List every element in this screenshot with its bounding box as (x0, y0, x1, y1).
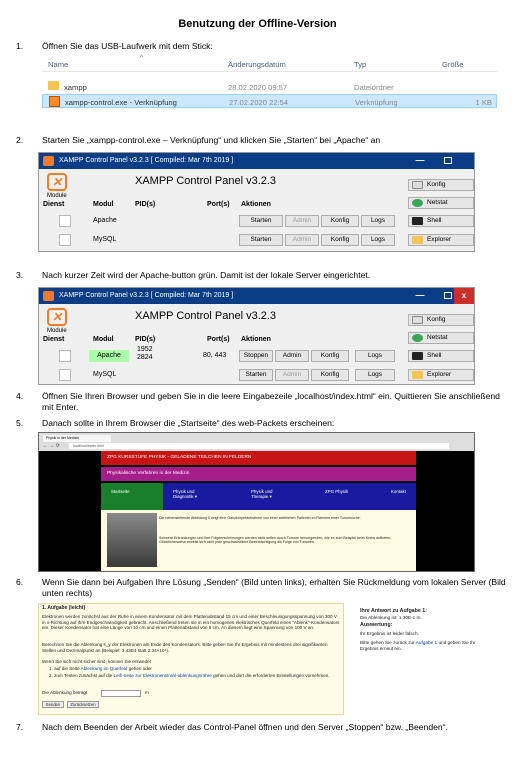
site-banner: ZPG KURSSTUFE PHYSIK - GELADENE TEILCHEN IN FELDERN (101, 451, 416, 465)
explorer-header (42, 56, 497, 72)
content-paragraph: Die nebenstehende Abbildung 0 zeigt eine Ganzkörperaufnahme von einer weiblichen Patientin im Rahmen einer Tumorsuche. (159, 516, 361, 520)
button-label: Netstat (427, 334, 448, 341)
explorer-button[interactable] (408, 234, 474, 246)
col-service: Dienst (43, 336, 65, 343)
site-content (101, 510, 416, 571)
page-title: Benutzung der Offline-Version (178, 18, 337, 30)
button-label: Konfig (427, 181, 446, 188)
link-ablenkung[interactable]: Ablenkung im Querfeld (80, 666, 128, 671)
modules-label: Module (47, 328, 67, 334)
globe-icon (412, 199, 423, 207)
panel-heading: XAMPP Control Panel v3.2.3 (135, 175, 277, 187)
menu-active-bg (101, 483, 163, 510)
logs-button[interactable]: Logs (361, 234, 395, 246)
module-name: MySQL (93, 371, 117, 378)
task-form (38, 603, 344, 715)
apache-start-button[interactable]: Starten (239, 215, 283, 227)
xampp-panel-1 (38, 152, 475, 252)
col-actions: Aktionen (241, 201, 271, 208)
text: gehen oder (127, 666, 152, 671)
logs-button[interactable]: Logs (361, 215, 395, 227)
step-number: 4. (16, 391, 24, 401)
button-label: Explorer (427, 236, 452, 243)
config-button[interactable]: Konfig (311, 369, 349, 381)
service-checkbox[interactable] (59, 350, 71, 362)
send-button[interactable]: Senden (42, 701, 64, 708)
xampp-logo-icon (47, 308, 67, 326)
xampp-logo-icon (43, 291, 54, 301)
task-heading: 1. Aufgabe (leicht) (42, 605, 86, 611)
answer-heading: Ihre Antwort zu Aufgabe 1: (360, 608, 427, 614)
shell-button[interactable] (408, 215, 474, 227)
step-text: Nach dem Beenden der Arbeit wieder das Control-Panel öffnen und den Server „Stoppen“ bzw. „Beenden“. (42, 722, 448, 732)
col-module: Modul (93, 336, 114, 343)
file-size: 1 KB (475, 98, 492, 107)
config-button[interactable]: Konfig (321, 215, 359, 227)
file-name: xampp (64, 83, 87, 92)
step-number: 1. (16, 41, 24, 51)
admin-button[interactable]: Admin (285, 215, 319, 227)
menu-item-kontakt[interactable]: Kontakt (391, 489, 406, 494)
task-option-1 (49, 666, 340, 672)
button-label: Shell (427, 352, 442, 359)
back-line (360, 640, 478, 651)
text: 2. zum Testen zunächst auf die (49, 673, 114, 678)
file-date: 28.02.2020 09:57 (228, 83, 288, 92)
modules-label: Module (47, 193, 67, 199)
module-name: MySQL (93, 236, 117, 243)
task-option-2 (49, 673, 340, 679)
file-date: 27.02.2020 22:54 (229, 98, 289, 107)
window-title: XAMPP Control Panel v3.2.3 [ Compiled: Mar 7th 2019 ] (59, 157, 234, 164)
netstat-button[interactable] (408, 197, 474, 209)
window-titlebar (39, 153, 474, 169)
menu-item-therapie[interactable]: Physik und Therapie ▾ (251, 489, 273, 500)
task-text: Wenn Sie sich nicht sicher sind, können Sie entweder (42, 659, 152, 664)
folder-icon (48, 81, 59, 90)
shell-button[interactable] (408, 350, 474, 362)
step-text: Öffnen Sie das USB-Laufwerk mit dem Stick: (42, 41, 213, 51)
maximize-icon[interactable] (444, 157, 452, 164)
folder-icon (412, 236, 423, 244)
unit-label: m (145, 690, 149, 695)
col-port: Port(s) (207, 336, 230, 343)
explorer-button[interactable] (408, 369, 474, 381)
link-leifi[interactable]: Leifi-Seite zur Elektronenstrahl-ablenkungsröhre (113, 673, 212, 678)
input-label: Die Ablenkung beträgt (42, 690, 88, 695)
apache-stop-button[interactable]: Stoppen (239, 350, 273, 362)
minimize-icon[interactable]: — (415, 155, 425, 165)
text: und geben Sie Ihr Ergebnis erneut ein. (360, 640, 476, 651)
step-4 (16, 391, 506, 413)
file-name: xampp-control.exe - Verknüpfung (65, 98, 177, 107)
file-type: Verknüpfung (355, 98, 398, 107)
step-number: 2. (16, 135, 24, 145)
button-label: Explorer (427, 371, 452, 378)
maximize-icon[interactable] (444, 292, 452, 299)
menu-item-diagnostik[interactable]: Physik und Diagnostik ▾ (173, 489, 197, 500)
answer-value: Die Ablenkung ist: 1.30E-1 m. (360, 614, 422, 620)
col-date[interactable]: Änderungsdatum (228, 60, 286, 69)
sort-up-icon: ^ (140, 55, 143, 61)
folder-icon (412, 371, 423, 379)
content-paragraph: Schwere Erkrankungen und ihre Folgeerscheinungen werden nicht selten durch Tumore hervorgerufen, wie es zum Beispiel beim Krebs auftreten. Glücklicherweise erweist sich nicht jede geschwulstliche Beeinträchtigung als Folge von Tumoren. (159, 536, 392, 545)
service-checkbox[interactable] (59, 215, 71, 227)
logs-button[interactable]: Logs (355, 350, 395, 362)
answer-input[interactable] (101, 690, 141, 697)
konfig-button[interactable] (408, 179, 474, 191)
menu-item-start[interactable]: Startseite (111, 489, 130, 494)
col-service: Dienst (43, 201, 65, 208)
module-name: Apache (93, 217, 117, 224)
file-row-shortcut[interactable] (42, 94, 497, 108)
terminal-icon (412, 217, 423, 225)
link-aufgabe-1[interactable]: Aufgabe 1 (415, 640, 438, 646)
reset-button[interactable]: Zurücksetzen (67, 701, 99, 708)
panel-heading: XAMPP Control Panel v3.2.3 (135, 310, 277, 322)
xray-image (107, 513, 157, 567)
step-text: Starten Sie „xampp-control.exe – Verknüpfung“ und klicken Sie „Starten“ bei „Apache“ an (42, 135, 381, 145)
konfig-button[interactable] (408, 314, 474, 326)
step-7 (16, 722, 506, 744)
service-checkbox[interactable] (59, 369, 71, 381)
button-label: Konfig (427, 316, 446, 323)
site-subbanner: Physikalische Verfahren in der Medizin (101, 467, 416, 481)
step-6 (16, 577, 506, 599)
task-text: Berechnen Sie die Ablenkung s_y der Elektronen am Ende des Kondensators. Bitte geben Sie Ihr Ergebnis mit mindestens drei signifikanten Stellen und Dezimalpunkt an (Beispiel: 3.43E4 statt 2,34×10⁴). (42, 642, 328, 653)
text: Bitte gehen Sie zurück zur (360, 640, 416, 646)
globe-icon (412, 334, 423, 342)
step-text: Nach kurzer Zeit wird der Apache-button grün. Damit ist der lokale Server eingerichtet. (42, 270, 371, 280)
text: 1. auf die Seite (49, 666, 81, 671)
website (101, 451, 416, 571)
col-size[interactable]: Größe (442, 60, 464, 69)
col-pid: PID(s) (135, 336, 156, 343)
site-menu (101, 483, 416, 510)
browser-chrome (39, 433, 474, 451)
admin-button[interactable]: Admin (275, 350, 309, 362)
step-text: Danach sollte in Ihrem Browser die „Startseite“ des web-Packets erscheinen: (42, 418, 335, 428)
file-explorer-screenshot (42, 56, 497, 112)
col-pid: PID(s) (135, 201, 156, 208)
service-checkbox[interactable] (59, 234, 71, 246)
netstat-button[interactable] (408, 332, 474, 344)
logs-button[interactable]: Logs (355, 369, 395, 381)
col-type[interactable]: Typ (354, 60, 367, 69)
file-type: Dateiordner (354, 83, 394, 92)
step-text: Wenn Sie dann bei Aufgaben Ihre Lösung „Senden“ (Bild unten links), erhalten Sie Rückmeldung vom lokalen Server (Bild unten rechts) (42, 577, 506, 598)
eval-heading: Auswertung: (360, 622, 393, 629)
eval-text: Ihr Ergebnis ist leider falsch. (360, 630, 419, 636)
module-name-running: Apache (89, 350, 129, 362)
mysql-start-button[interactable]: Starten (239, 234, 283, 246)
wrench-icon (412, 316, 423, 324)
config-button[interactable]: Konfig (321, 234, 359, 246)
port-values: 80, 443 (203, 352, 227, 359)
minimize-icon[interactable]: — (415, 290, 425, 300)
button-label: Netstat (427, 199, 448, 206)
button-label: Shell (427, 217, 442, 224)
nav-arrows-icon[interactable]: ← → ⟳ (43, 443, 60, 449)
config-button[interactable]: Konfig (311, 350, 349, 362)
step-number: 7. (16, 722, 24, 732)
step-number: 5. (16, 418, 24, 428)
xampp-panel-2 (38, 287, 475, 385)
browser-screenshot (38, 432, 475, 572)
shortcut-icon (49, 96, 60, 107)
col-port: Port(s) (207, 201, 230, 208)
col-actions: Aktionen (241, 336, 271, 343)
close-icon[interactable]: x (454, 288, 474, 304)
browser-tab[interactable]: Physik in der Medizin (43, 435, 111, 442)
col-name[interactable]: Name (48, 60, 69, 69)
window-title: XAMPP Control Panel v3.2.3 [ Compiled: Mar 7th 2019 ] (59, 292, 234, 299)
xampp-logo-icon (47, 173, 67, 191)
admin-button[interactable]: Admin (275, 369, 309, 381)
window-titlebar (39, 288, 474, 304)
xampp-logo-icon (43, 156, 54, 166)
menu-item-zpg[interactable]: ZPG Physik (325, 489, 349, 494)
mysql-start-button[interactable]: Starten (239, 369, 273, 381)
file-row-xampp[interactable] (42, 79, 497, 93)
address-bar[interactable]: localhost/index.html (69, 443, 449, 449)
text: gehen und dort die erforderten Einstellungen vornehmen. (211, 673, 330, 678)
pid-values: 1952 2824 (137, 346, 153, 361)
server-response (360, 609, 478, 679)
terminal-icon (412, 352, 423, 360)
step-text: Öffnen Sie Ihren Browser und geben Sie in die leere Eingabezeile „localhost/index.html“ ein. Quittieren Sie anschließend mit Enter. (42, 391, 500, 412)
results-screenshot (38, 603, 478, 715)
step-number: 3. (16, 270, 24, 280)
admin-button[interactable]: Admin (285, 234, 319, 246)
task-text: Elektronen werden zunächst aus der Ruhe in einem Kondensator mit dem Plattenabstand 15 cm und einer Beschleunigungsspannung von 300 V in x-Richtung auf ihre Endgeschwindigkeit gebracht. Anschließend treten sie in ein homogenes elektrisches Querfeld eines "Ablenk"-Kondensators ein. Dieser Kondensator hat eine Länge von 10 cm und einen Plattenabstand von 5 cm. An diesem liegt eine Spannung von 100 V an. (42, 614, 340, 631)
col-module: Modul (93, 201, 114, 208)
step-number: 6. (16, 577, 24, 587)
wrench-icon (412, 181, 423, 189)
